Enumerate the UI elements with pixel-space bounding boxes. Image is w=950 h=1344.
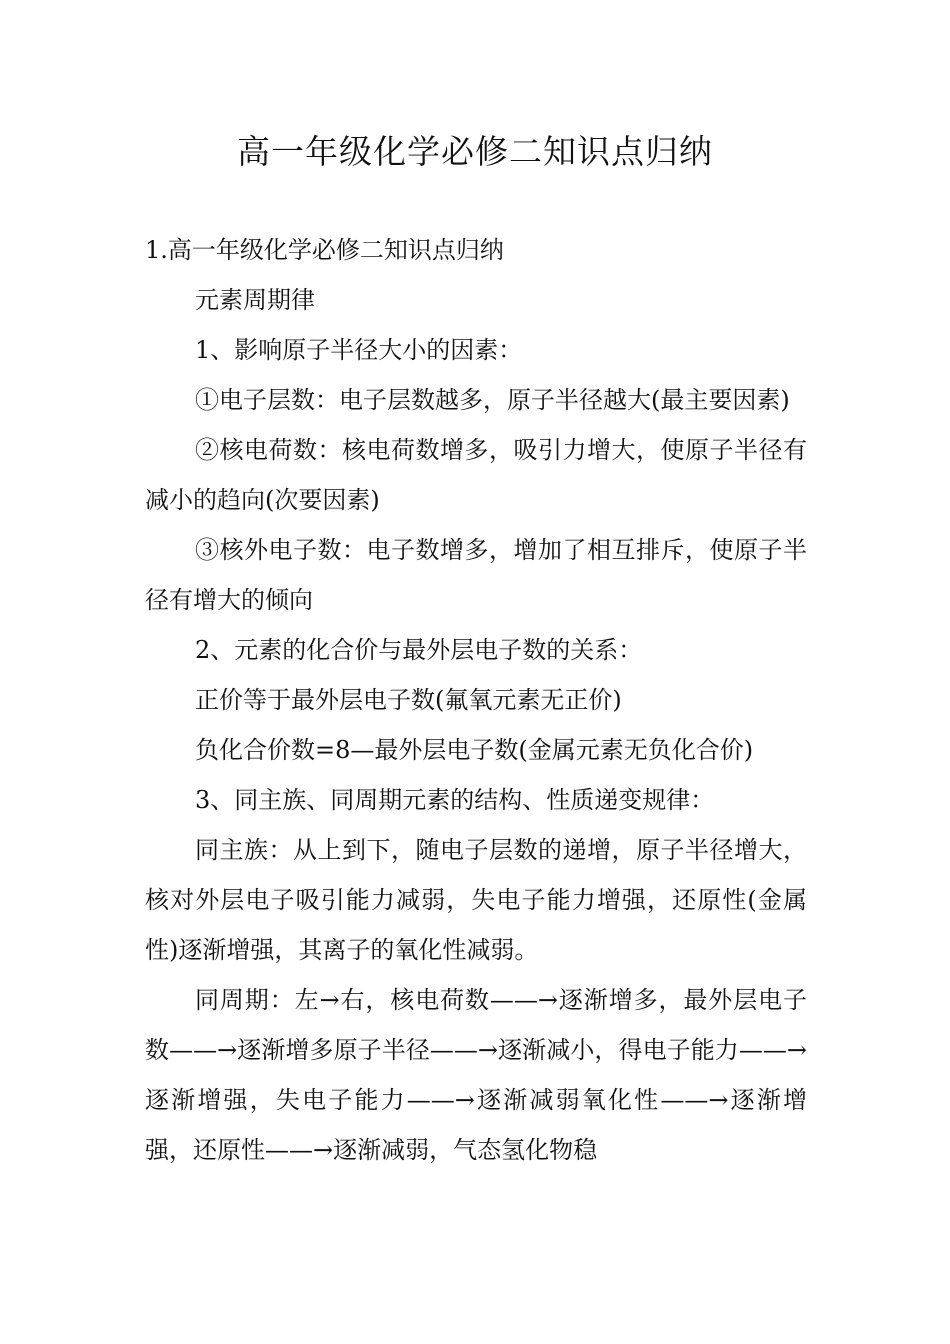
paragraph: 3、同主族、同周期元素的结构、性质递变规律： [195, 786, 715, 814]
paragraph: 1、影响原子半径大小的因素： [195, 336, 523, 364]
paragraph: 正价等于最外层电子数(氟氧元素无正价) [195, 686, 622, 714]
paragraph: 负化合价数=8—最外层电子数(金属元素无负化合价) [195, 736, 754, 764]
paragraph: 2、元素的化合价与最外层电子数的关系： [195, 636, 643, 664]
paragraph: 元素周期律 [195, 286, 315, 314]
paragraph: ①电子层数：电子层数越多，原子半径越大(最主要因素) [195, 386, 790, 414]
paragraph: 同周期：左→右，核电荷数——→逐渐增多，最外层电子数——→逐渐增多原子半径——→逐渐减小，得电子能力——→逐渐增强，失电子能力——→逐渐减弱氧化性——→逐渐增强，还原性——→逐渐减弱，气态氢化物稳 [145, 986, 807, 1164]
section-heading: 1.高一年级化学必修二知识点归纳 [145, 236, 504, 264]
paragraph: ③核外电子数：电子数增多，增加了相互排斥，使原子半径有增大的倾向 [145, 536, 807, 614]
paragraph: ②核电荷数：核电荷数增多，吸引力增大，使原子半径有减小的趋向(次要因素) [145, 436, 807, 514]
document-body [145, 225, 807, 1175]
paragraph: 同主族：从上到下，随电子层数的递增，原子半径增大，核对外层电子吸引能力减弱，失电子能力增强，还原性(金属性)逐渐增强，其离子的氧化性减弱。 [145, 836, 807, 964]
document-title: 高一年级化学必修二知识点归纳 [237, 132, 713, 171]
